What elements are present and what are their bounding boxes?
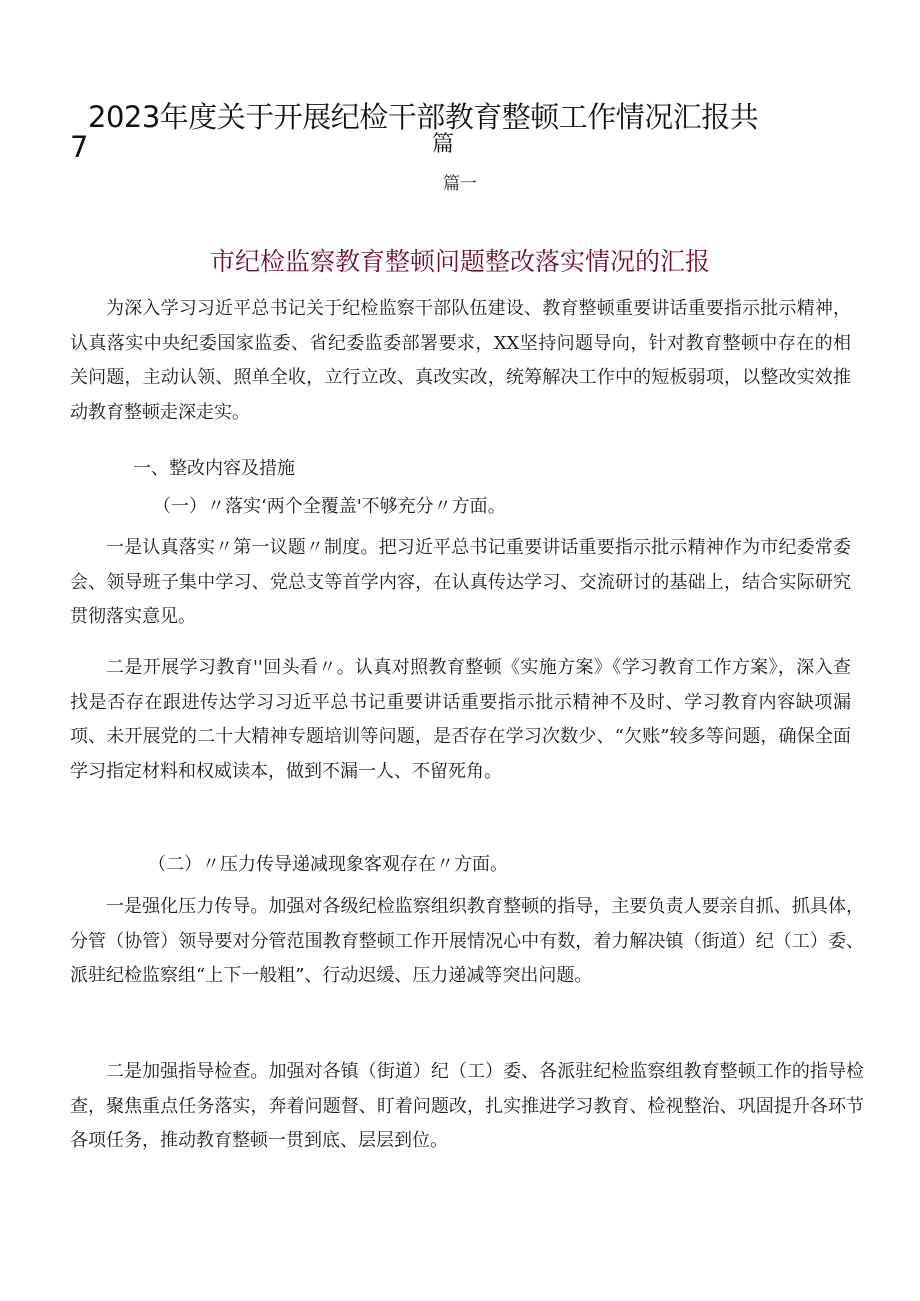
heading-measures: 一、整改内容及措施 xyxy=(133,458,295,479)
document-title-number: 7 xyxy=(70,130,89,164)
point-first-agenda: 一是认真落实〃第一议题〃制度。把习近平总书记重要讲话重要指示批示精神作为市纪委常委会、领导班子集中学习、党总支等首学内容，在认真传达学习、交流研讨的基础上，结合实际研究贯彻落实意见。 xyxy=(70,537,851,627)
document-title: 2023年度关于开展纪检干部教育整顿工作情况汇报共 xyxy=(88,100,759,134)
subheading-pressure: （二）〃压力传导递减现象客观存在〃方面。 xyxy=(148,854,508,875)
point-guidance-inspection: 二是加强指导检查。加强对各镇（街道）纪（工）委、各派驻纪检监察组教育整顿工作的指导检查，聚焦重点任务落实，奔着问题督、盯着问题改，扎实推进学习教育、检视整治、巩固提升各环节各项任务，推动教育整顿一贯到底、层层到位。 xyxy=(70,1061,864,1151)
intro-paragraph: 为深入学习习近平总书记关于纪检监察干部队伍建设、教育整顿重要讲话重要指示批示精神，认真落实中央纪委国家监委、省纪委监委部署要求，XX坚持问题导向，针对教育整顿中存在的相关问题，主动认领、照单全收，立行立改、真改实改，统筹解决工作中的短板弱项，以整改实效推动教育整顿走深走实。 xyxy=(70,298,851,423)
subheading-coverage: （一）〃落实‘两个全覆盖'不够充分〃方面。 xyxy=(153,496,506,517)
document-title-tail: 篇 xyxy=(432,132,455,157)
section-title: 市纪检监察教育整顿问题整改落实情况的汇报 xyxy=(209,247,710,276)
point-pressure-transmission: 一是强化压力传导。加强对各级纪检监察组织教育整顿的指导，主要负责人要亲自抓、抓具体，分管（协管）领导要对分管范围教育整顿工作开展情况心中有数，着力解决镇（街道）纪（工）委、派驻纪检监察组“上下一般粗”、行动迟缓、压力递减等突出问题。 xyxy=(70,896,864,986)
part-label: 篇一 xyxy=(443,174,477,194)
point-look-back: 二是开展学习教育''回头看〃。认真对照教育整顿《实施方案》《学习教育工作方案》，深入查找是否存在跟进传达学习习近平总书记重要讲话重要指示批示精神不及时、学习教育内容缺项漏项、未开展党的二十大精神专题培训等问题，是否存在学习次数少、“欠账”较多等问题，确保全面学习指定材料和权威读本，做到不漏一人、不留死角。 xyxy=(70,657,851,782)
